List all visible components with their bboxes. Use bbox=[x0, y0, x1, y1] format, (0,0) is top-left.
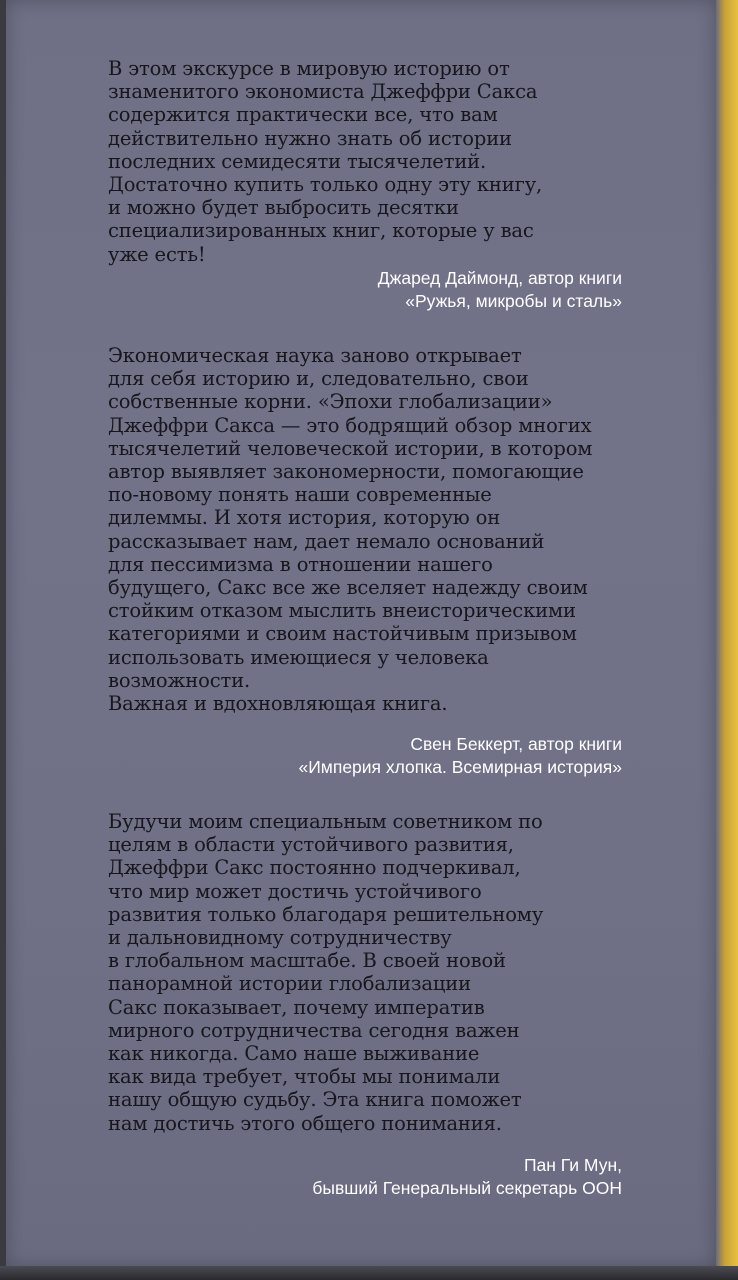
quote-line: стойким отказом мыслить внеисторическими bbox=[108, 599, 576, 623]
quote-line: автор выявляет закономерности, помогающие bbox=[108, 460, 584, 484]
quote-line: дилеммы. И хотя история, которую он bbox=[108, 506, 501, 530]
quote-line: как никогда. Само наше выживание bbox=[108, 1042, 480, 1066]
quote-line: знаменитого экономиста Джеффри Сакса bbox=[108, 80, 538, 104]
quote-line: использовать имеющиеся у человека bbox=[108, 645, 489, 669]
quote-line: категориями и своим настойчивым призывом bbox=[108, 622, 577, 646]
quote-line: В этом экскурсе в мировую историю от bbox=[108, 57, 510, 80]
quote-line: будущего, Сакс все же вселяет надежду своим bbox=[108, 576, 588, 600]
quote-line: Экономическая наука заново открывает bbox=[108, 344, 522, 367]
quote-line: и можно будет выбросить десятки bbox=[108, 196, 459, 220]
quote-line: возможности. bbox=[108, 668, 251, 692]
quote-line: как вида требует, чтобы мы понимали bbox=[108, 1065, 501, 1089]
quote-line: действительно нужно знать об истории bbox=[108, 126, 512, 150]
quote-line: в глобальном масштабе. В своей новой bbox=[108, 949, 506, 973]
quote-line: что мир может достичь устойчивого bbox=[108, 879, 482, 903]
quote-line: по-новому понять наши современные bbox=[108, 483, 492, 507]
quote-line: целям в области устойчивого развития, bbox=[108, 833, 514, 857]
quote-line: для себя историю и, следовательно, свои bbox=[108, 367, 529, 391]
quote-line: развития только благодаря решительному bbox=[108, 902, 544, 926]
quote-line: рассказывает нам, дает немало оснований bbox=[108, 529, 545, 553]
attribution-line: Свен Беккерт, автор книги bbox=[410, 734, 622, 754]
quote-line: собственные корни. «Эпохи глобализации» bbox=[108, 390, 553, 414]
quote-line: содержится практически все, что вам bbox=[108, 103, 498, 127]
quote-line: нашу общую судьбу. Эта книга поможет bbox=[108, 1088, 522, 1112]
attribution-line: Пан Ги Мун, bbox=[523, 1155, 622, 1175]
quote-line: для пессимизма в отношении нашего bbox=[108, 552, 493, 576]
quote-line: панорамной истории глобализации bbox=[108, 972, 471, 996]
quote-line: Джеффри Сакса — это бодрящий обзор многих bbox=[108, 413, 592, 437]
quote-line: Будучи моим специальным советником по bbox=[108, 810, 543, 833]
book-edge bbox=[716, 0, 738, 1280]
quote-3-text bbox=[108, 810, 668, 1135]
quote-2-attribution bbox=[299, 733, 623, 779]
attribution-line: «Империя хлопка. Всемирная история» bbox=[298, 757, 622, 777]
quote-line: Джеффри Сакс постоянно подчеркивал, bbox=[108, 856, 521, 880]
quote-line: Важная и вдохновляющая книга. bbox=[108, 692, 448, 716]
attribution-line: «Ружья, микробы и сталь» bbox=[405, 291, 622, 311]
attribution-line: Джаред Даймонд, автор книги bbox=[377, 268, 622, 288]
quote-3-attribution bbox=[312, 1154, 622, 1200]
back-cover bbox=[6, 0, 716, 1268]
quote-2-text bbox=[108, 344, 668, 715]
quote-line: уже есть! bbox=[108, 242, 206, 266]
quote-line: Сакс показывает, почему императив bbox=[108, 995, 485, 1019]
quote-1-text bbox=[108, 57, 668, 266]
quote-line: нам достичь этого общего понимания. bbox=[108, 1111, 502, 1135]
quote-line: мирного сотрудничества сегодня важен bbox=[108, 1018, 520, 1042]
book-bottom-edge bbox=[0, 1266, 738, 1280]
quote-line: последних семидесяти тысячелетий. bbox=[108, 149, 487, 173]
quote-line: Достаточно купить только одну эту книгу, bbox=[108, 173, 543, 197]
quote-line: и дальновидному сотрудничеству bbox=[108, 926, 452, 950]
quote-line: тысячелетий человеческой истории, в котором bbox=[108, 436, 593, 460]
attribution-line: бывший Генеральный секретарь ООН bbox=[312, 1178, 622, 1198]
quote-1-attribution bbox=[378, 267, 622, 313]
quote-line: специализированных книг, которые у вас bbox=[108, 219, 534, 243]
